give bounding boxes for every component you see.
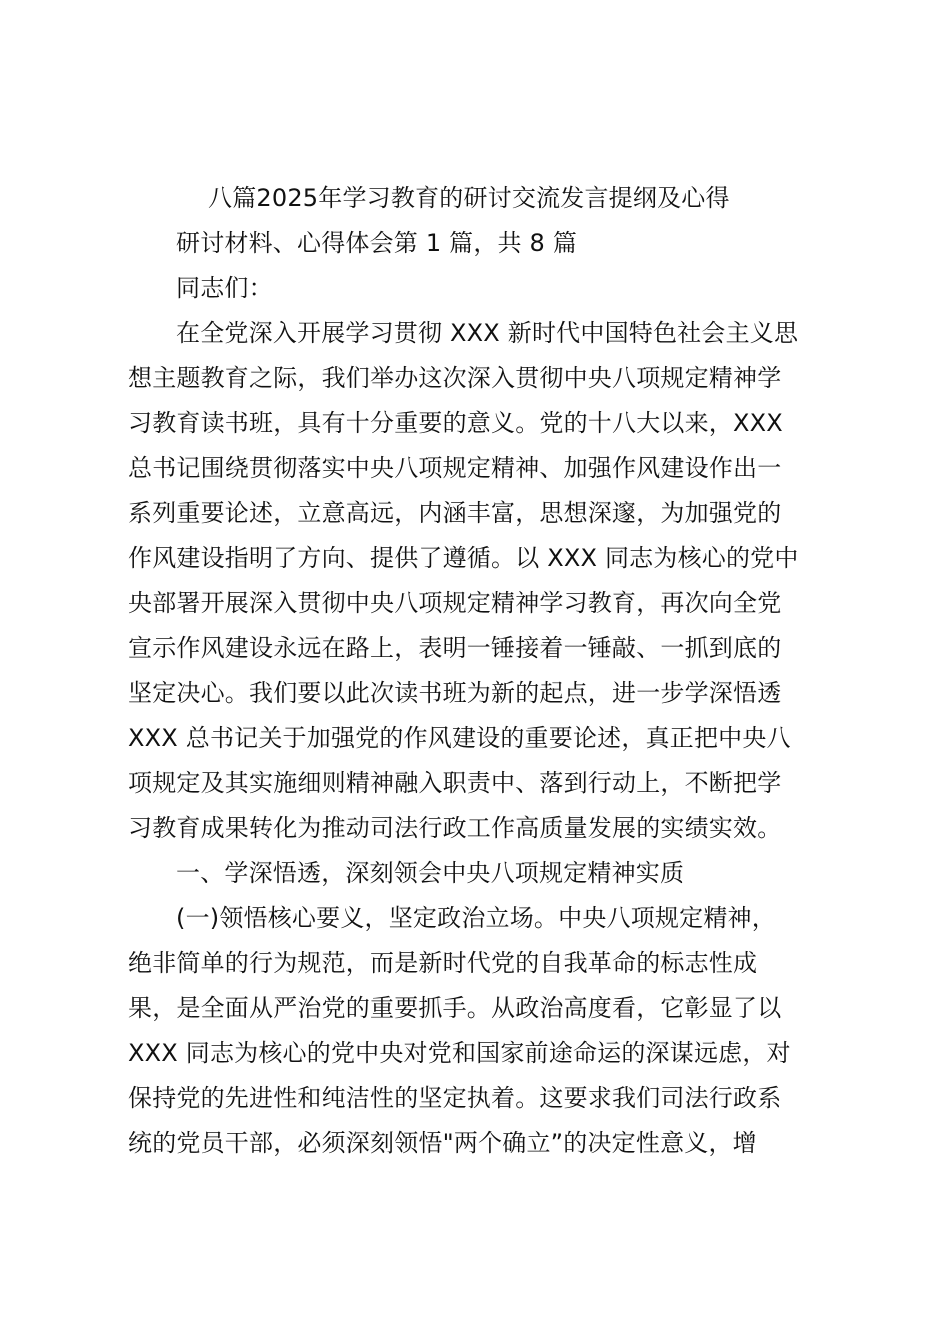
- paragraph-line: 在全党深入开展学习贯彻 XXX 新时代中国特色社会主义思: [176, 319, 799, 347]
- paragraph-line: 系列重要论述，立意高远，内涵丰富，思想深邃，为加强党的: [128, 499, 782, 527]
- document-title: 八篇2025年学习教育的研讨交流发言提纲及心得: [208, 184, 730, 212]
- paragraph-line: 保持党的先进性和纯洁性的坚定执着。这要求我们司法行政系: [128, 1084, 782, 1112]
- document-subtitle: 研讨材料、心得体会第 1 篇，共 8 篇: [176, 229, 578, 257]
- section-heading: 一、学深悟透，深刻领会中央八项规定精神实质: [176, 859, 685, 887]
- document-body: [128, 176, 828, 1166]
- paragraph-line: 宣示作风建设永远在路上，表明一锤接着一锤敲、一抓到底的: [128, 634, 782, 662]
- paragraph-line: 总书记围绕贯彻落实中央八项规定精神、加强作风建设作出一: [128, 454, 782, 482]
- paragraph-line: 坚定决心。我们要以此次读书班为新的起点，进一步学深悟透: [128, 679, 782, 707]
- paragraph-line: 习教育读书班，具有十分重要的意义。党的十八大以来，XXX: [128, 409, 783, 437]
- paragraph-section-1: [128, 896, 828, 1166]
- paragraph-intro: [128, 311, 828, 851]
- paragraph-line: 果，是全面从严治党的重要抓手。从政治高度看，它彰显了以: [128, 994, 782, 1022]
- paragraph-line: 项规定及其实施细则精神融入职责中、落到行动上，不断把学: [128, 769, 782, 797]
- paragraph-line: 央部署开展深入贯彻中央八项规定精神学习教育，再次向全党: [128, 589, 782, 617]
- paragraph-line: 绝非简单的行为规范，而是新时代党的自我革命的标志性成: [128, 949, 758, 977]
- paragraph-line: 想主题教育之际，我们举办这次深入贯彻中央八项规定精神学: [128, 364, 782, 392]
- paragraph-line: 习教育成果转化为推动司法行政工作高质量发展的实绩实效。: [128, 814, 782, 842]
- paragraph-line: XXX 总书记关于加强党的作风建设的重要论述，真正把中央八: [128, 724, 791, 752]
- paragraph-line: 作风建设指明了方向、提供了遵循。以 XXX 同志为核心的党中: [128, 544, 799, 572]
- paragraph-line: (一)领悟核心要义，坚定政治立场。中央八项规定精神，: [176, 904, 776, 932]
- salutation: 同志们：: [176, 274, 273, 302]
- paragraph-line: XXX 同志为核心的党中央对党和国家前途命运的深谋远虑，对: [128, 1039, 791, 1067]
- paragraph-line: 统的党员干部，必须深刻领悟"两个确立”的决定性意义，增: [128, 1129, 757, 1157]
